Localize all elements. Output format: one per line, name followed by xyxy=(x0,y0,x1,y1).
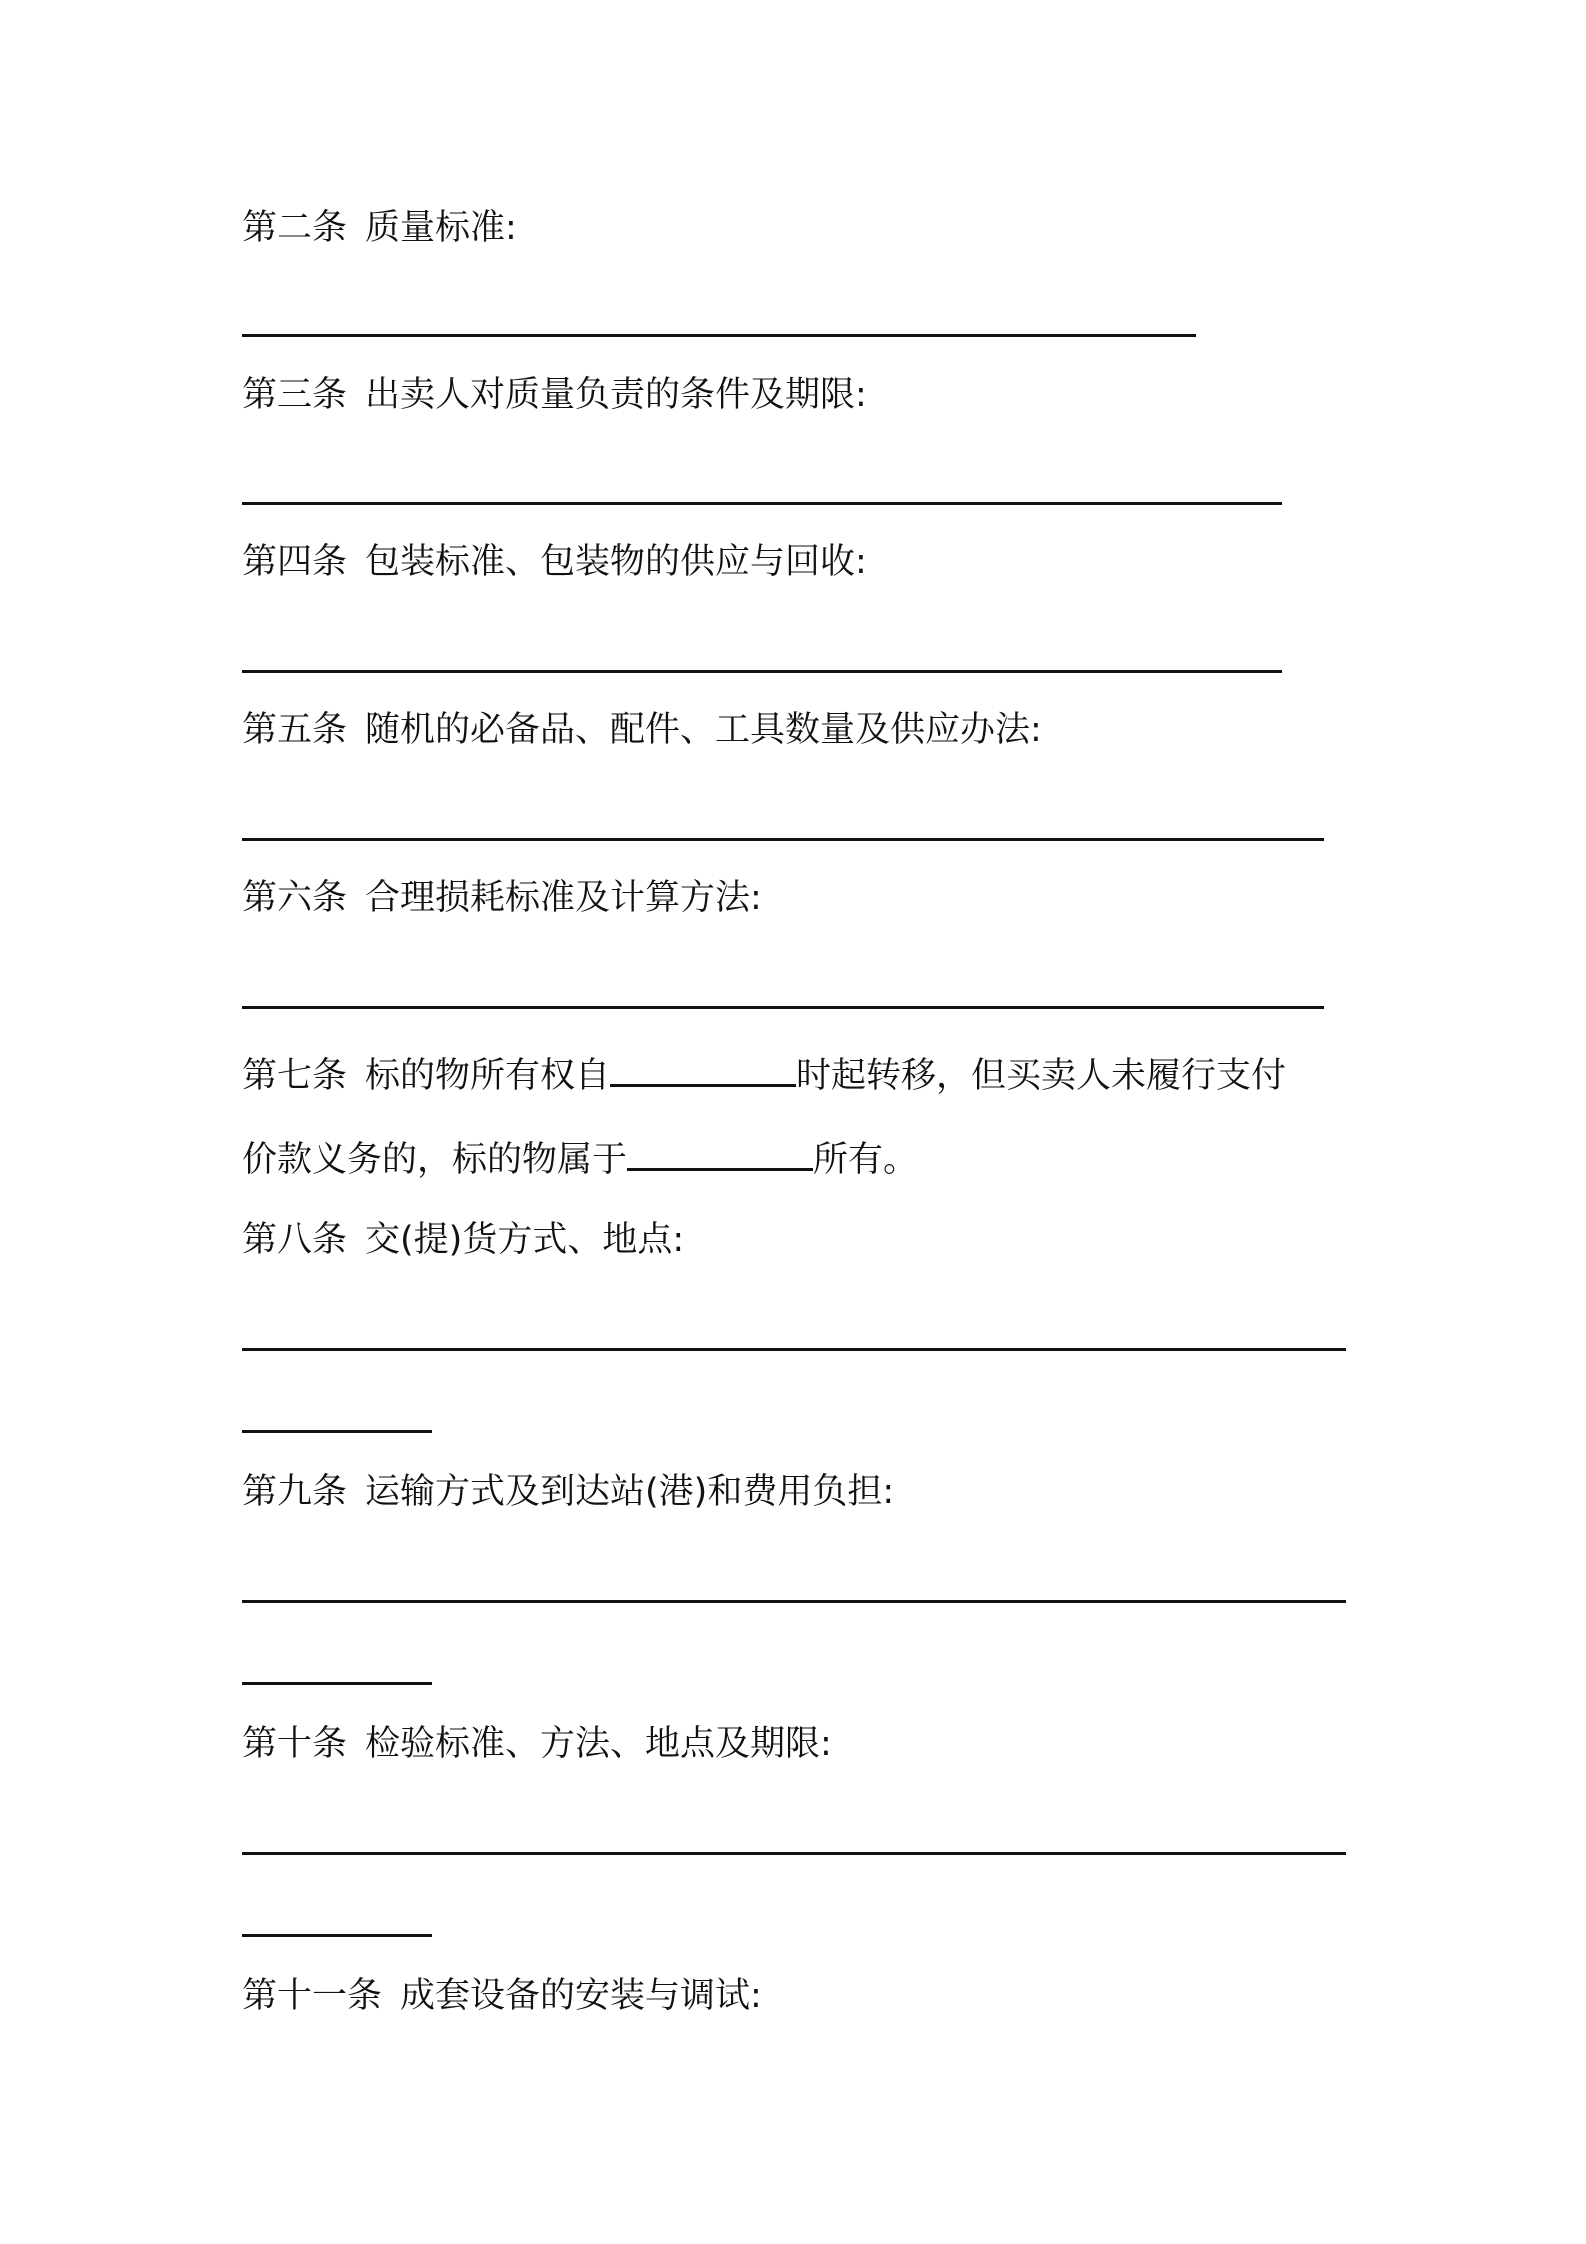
article-title: 交(提)货方式、地点: xyxy=(365,1220,685,1260)
fill-in-line[interactable] xyxy=(242,502,1282,505)
fill-in-line[interactable] xyxy=(242,334,1196,337)
article-number: 第二条 xyxy=(242,208,348,248)
article-number: 第三条 xyxy=(242,375,348,415)
fill-in-line[interactable] xyxy=(242,1430,432,1433)
article-text: 价款义务的，标的物属于 xyxy=(242,1140,628,1180)
article-7-line-2 xyxy=(242,1138,918,1182)
article-title: 出卖人对质量负责的条件及期限: xyxy=(365,375,867,415)
article-number: 第十一条 xyxy=(242,1976,383,2016)
article-text: 标的物所有权自 xyxy=(365,1056,611,1096)
fill-in-line[interactable] xyxy=(242,670,1282,673)
article-title: 运输方式及到达站(港)和费用负担: xyxy=(365,1472,895,1512)
article-3 xyxy=(242,373,867,417)
inline-fill-in-blank[interactable] xyxy=(627,1138,813,1171)
article-title: 成套设备的安装与调试: xyxy=(400,1976,762,2016)
article-9 xyxy=(242,1470,894,1514)
article-4 xyxy=(242,540,867,584)
article-title: 包装标准、包装物的供应与回收: xyxy=(365,542,867,582)
article-7-line-1 xyxy=(242,1054,1286,1098)
article-title: 合理损耗标准及计算方法: xyxy=(365,878,762,918)
article-text: 时起转移，但买卖人未履行支付 xyxy=(796,1056,1287,1096)
article-number: 第八条 xyxy=(242,1220,348,1260)
fill-in-line[interactable] xyxy=(242,1348,1346,1351)
article-number: 第六条 xyxy=(242,878,348,918)
article-5 xyxy=(242,708,1042,752)
fill-in-line[interactable] xyxy=(242,838,1324,841)
article-number: 第十条 xyxy=(242,1724,348,1764)
article-10 xyxy=(242,1722,832,1766)
fill-in-line[interactable] xyxy=(242,1682,432,1685)
article-title: 质量标准: xyxy=(365,208,517,248)
article-number: 第四条 xyxy=(242,542,348,582)
article-number: 第五条 xyxy=(242,710,348,750)
article-title: 随机的必备品、配件、工具数量及供应办法: xyxy=(365,710,1042,750)
fill-in-line[interactable] xyxy=(242,1006,1324,1009)
article-11 xyxy=(242,1974,762,2018)
fill-in-line[interactable] xyxy=(242,1934,432,1937)
article-6 xyxy=(242,876,762,920)
fill-in-line[interactable] xyxy=(242,1852,1346,1855)
article-number: 第九条 xyxy=(242,1472,348,1512)
article-text: 所有。 xyxy=(813,1140,919,1180)
article-number: 第七条 xyxy=(242,1056,348,1096)
fill-in-line[interactable] xyxy=(242,1600,1346,1603)
article-2 xyxy=(242,206,517,250)
inline-fill-in-blank[interactable] xyxy=(610,1054,796,1087)
article-title: 检验标准、方法、地点及期限: xyxy=(365,1724,832,1764)
article-8 xyxy=(242,1218,684,1262)
